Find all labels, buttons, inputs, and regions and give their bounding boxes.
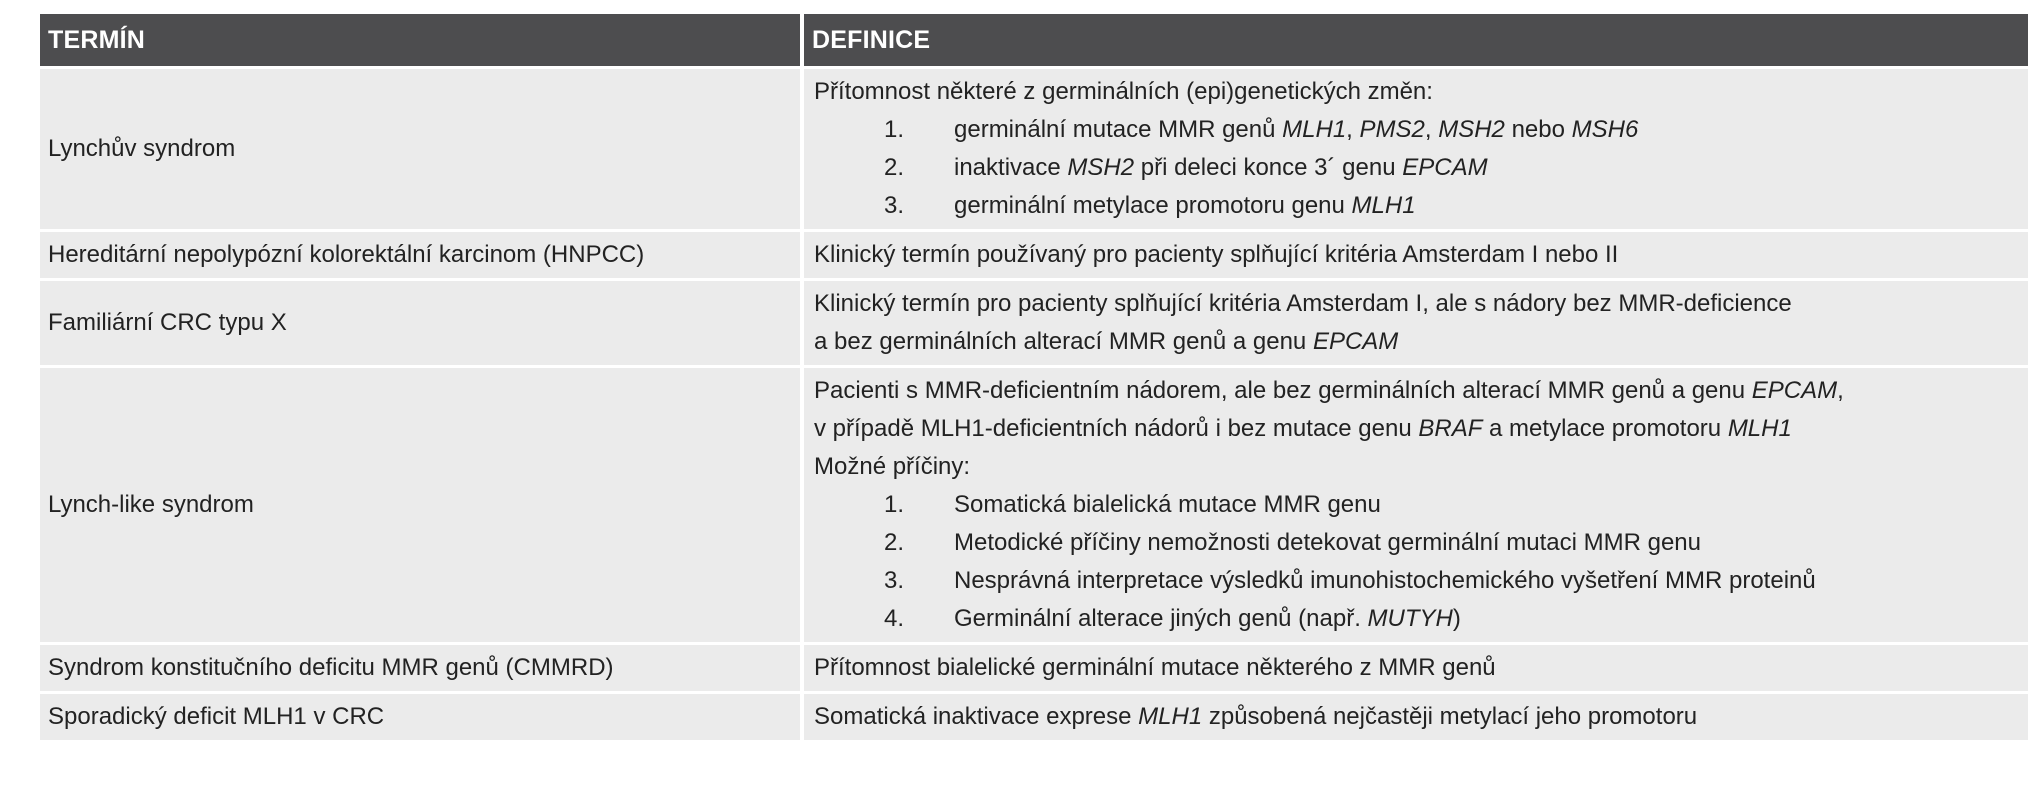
definitions-table <box>40 14 2028 743</box>
term-cell: Hereditární nepolypózní kolorektální karcinom (HNPCC) <box>40 232 800 278</box>
header-definition: DEFINICE <box>812 25 931 54</box>
list-number: 4. <box>884 605 905 632</box>
definition-cell <box>804 368 2028 642</box>
table-row <box>40 368 2028 642</box>
list-item <box>814 562 2020 600</box>
table-row <box>40 69 2028 229</box>
list-item <box>814 187 2020 225</box>
definition-cell <box>804 645 2028 691</box>
list-number: 2. <box>884 529 905 556</box>
definition-subheading: Možné příčiny: <box>814 453 971 480</box>
definition-intro: Přítomnost některé z germinálních (epi)genetických změn: <box>814 78 1433 105</box>
list-item <box>814 111 2020 149</box>
list-number: 1. <box>884 491 905 518</box>
term-cell: Syndrom konstitučního deficitu MMR genů (CMMRD) <box>40 645 800 691</box>
definition-text: v případě MLH1-deficientních nádorů i bez mutace genu BRAF a metylace promotoru MLH1 <box>814 415 1792 442</box>
list-number: 1. <box>884 116 905 143</box>
list-text: Germinální alterace jiných genů (např. MUTYH) <box>954 605 1461 632</box>
definition-cell <box>804 694 2028 740</box>
list-number: 2. <box>884 154 905 181</box>
definition-text: Somatická inaktivace exprese MLH1 způsobená nejčastěji metylací jeho promotoru <box>814 703 1698 730</box>
table-row <box>40 694 2028 740</box>
list-item <box>814 486 2020 524</box>
definition-text: Přítomnost bialelické germinální mutace některého z MMR genů <box>814 654 1496 681</box>
list-item <box>814 600 2020 638</box>
list-item <box>814 149 2020 187</box>
list-number: 3. <box>884 192 905 219</box>
list-number: 3. <box>884 567 905 594</box>
table-row <box>40 232 2028 278</box>
definition-cell <box>804 232 2028 278</box>
definition-text: Klinický termín používaný pro pacienty splňující kritéria Amsterdam I nebo II <box>814 241 1619 268</box>
list-text: Metodické příčiny nemožnosti detekovat germinální mutaci MMR genu <box>954 529 1701 556</box>
definition-text: Pacienti s MMR-deficientním nádorem, ale bez germinálních alterací MMR genů a genu EPCAM, <box>814 377 1844 404</box>
table-row <box>40 645 2028 691</box>
table-header <box>40 14 2028 66</box>
header-term: TERMÍN <box>48 25 146 54</box>
term-cell: Familiární CRC typu X <box>40 281 800 365</box>
term-cell: Lynch-like syndrom <box>40 368 800 642</box>
definition-cell <box>804 281 2028 365</box>
list-text: inaktivace MSH2 při deleci konce 3´ genu EPCAM <box>954 154 1488 181</box>
list-text: Somatická bialelická mutace MMR genu <box>954 491 1381 518</box>
term-cell: Lynchův syndrom <box>40 69 800 229</box>
list-text: Nesprávná interpretace výsledků imunohistochemického vyšetření MMR proteinů <box>954 567 1816 594</box>
definition-text: Klinický termín pro pacienty splňující kritéria Amsterdam I, ale s nádory bez MMR-deficience <box>814 290 1792 317</box>
list-text: germinální metylace promotoru genu MLH1 <box>954 192 1416 219</box>
term-cell: Sporadický deficit MLH1 v CRC <box>40 694 800 740</box>
definition-cell <box>804 69 2028 229</box>
definition-text: a bez germinálních alterací MMR genů a genu EPCAM <box>814 328 1399 355</box>
table-row <box>40 281 2028 365</box>
list-item <box>814 524 2020 562</box>
list-text: germinální mutace MMR genů MLH1, PMS2, MSH2 nebo MSH6 <box>954 116 1639 143</box>
